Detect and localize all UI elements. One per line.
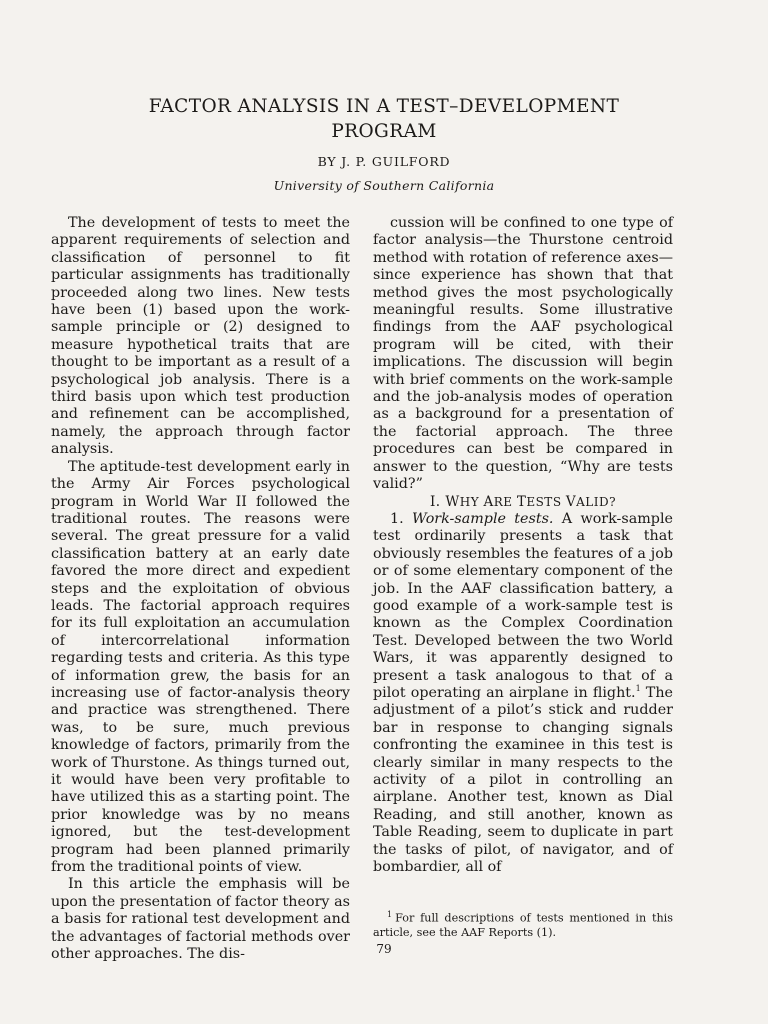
author-affiliation: University of Southern California [273,178,495,193]
paragraph-emphasis: In this article the emphasis will be upon the presentation of factor theory as a basis for rational test development and the advantages of factorial methods over other approaches. The dis- [51,876,350,963]
subsection-number: 1. [390,510,412,527]
author-byline: BY J. P. GUILFORD [317,154,451,169]
footnote-text: For full descriptions of tests mentioned in this article, see the AAF Reports (1). [373,911,673,940]
page-number: 79 [376,942,392,956]
article-title-line-2: PROGRAM [331,121,437,142]
section-heading: I. WHY ARE TESTS VALID? [429,493,617,510]
footnote-reference: 1 [635,684,641,694]
subsection-title: Work-sample tests. [411,510,554,527]
left-column [51,215,350,963]
paragraph-discussion: cussion will be confined to one type of factor analysis—the Thurstone centroid method with rotation of reference axes—since experience has shown that that method gives the most psychologically meaningful results. Some illustrative findings from the AAF psychological program will be cited, with their implications. The discussion will begin with brief comments on the work-sample and the job-analysis modes of operation as a background for a presentation of the factorial approach. The three procedures can best be compared in answer to the question, “Why are tests valid?” [373,215,673,493]
right-column [373,215,673,876]
footnote [373,908,673,941]
footnote-mark: 1 [387,910,393,919]
paragraph-aaf-program: The aptitude-test development early in the Army Air Forces psychological program in World War II followed the traditional routes. The reasons were several. The great pressure for a valid classification battery at an early date favored the more direct and expedient steps and the exploitation of obvious leads. The factorial approach requires for its full exploitation an accumulation of intercorrelational information regarding tests and criteria. As this type of information grew, the basis for an increasing use of factor-analysis theory and practice was strengthened. There was, to be sure, much previous knowledge of factors, primarily from the work of Thurstone. As things turned out, it would have been very profitable to have utilized this as a starting point. The prior knowledge was by no means ignored, but the test-development program had been planned primarily from the traditional points of view. [51,458,350,876]
paragraph-intro: The development of tests to meet the apparent requirements of selection and classification of personnel to fit particular assignments has traditionally proceeded along two lines. New tests have been (1) based upon the work-sample principle or (2) designed to measure hypothetical traits that are thought to be important as a result of a psychological job analysis. There is a third basis upon which test production and refinement can be accomplished, namely, the approach through factor analysis. [51,215,350,458]
paragraph-work-sample: 1. Work-sample tests. A work-sample test ordinarily presents a task that obviously resembles the features of a job or of some elementary component of the job. In the AAF classification battery, a good example of a work-sample test is known as the Complex Coordination Test. Developed between the two World Wars, it was apparently designed to present a task analogous to that of a pilot operating an airplane in flight.$^1$ The adjustment of a pilot’s stick and rudder bar in response to changing signals confronting the examinee in this test is clearly similar in many respects to the activity of a pilot in controlling an airplane. Another test, known as Dial Reading, and still another, known as Table Reading, seem to duplicate in part the tasks of pilot, of navigator, and of bombardier, all of [373,510,674,876]
article-title-line-1: FACTOR ANALYSIS IN A TEST–DEVELOPMENT [148,96,620,117]
